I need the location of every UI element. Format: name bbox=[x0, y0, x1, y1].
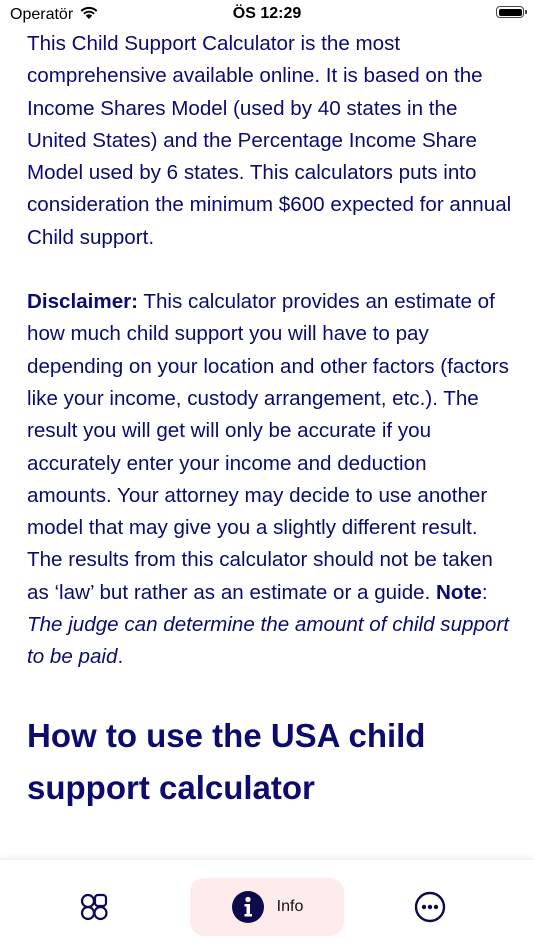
disclaimer-label: Disclaimer: bbox=[27, 290, 139, 314]
note-text: The judge can determine the amount of child support to be paid bbox=[27, 613, 509, 669]
tab-more[interactable] bbox=[400, 878, 460, 936]
tab-bar bbox=[0, 859, 534, 950]
carrier-label: Operatör bbox=[10, 6, 74, 23]
status-bar bbox=[0, 0, 534, 30]
status-time: ÖS 12:29 bbox=[232, 5, 302, 22]
note-end: . bbox=[117, 645, 124, 669]
disclaimer-paragraph bbox=[27, 286, 515, 674]
tab-info-label: Info bbox=[276, 898, 304, 915]
disclaimer-text: This calculator provides an estimate of how much child support you will have to pay depending on your location and other factors (factors like your income, custody arrangement, etc.). The result you will get will only be accurate if you accurately enter your income and deduction amounts. Your attorney may decide to use another model that may give you a slightly different result. The results from this calculator should not be taken as ‘law’ but rather as an estimate or a guide. bbox=[27, 290, 509, 604]
status-right bbox=[496, 6, 524, 18]
tab-home[interactable] bbox=[64, 878, 124, 936]
note-label: Note bbox=[436, 580, 482, 604]
section-heading: How to use the USA child support calculator bbox=[27, 716, 426, 806]
grid-icon bbox=[79, 892, 109, 922]
intro-paragraph: This Child Support Calculator is the most comprehensive available online. It is based on the Income Shares Model (used by 40 states in the United States) and the Percentage Income Share Model used by 6 states. This calculators puts into consideration the minimum $600 expected for annual Child support. bbox=[27, 32, 512, 249]
note-colon: : bbox=[481, 580, 488, 604]
tab-info[interactable] bbox=[190, 878, 344, 936]
article-content bbox=[27, 28, 515, 814]
battery-icon bbox=[496, 6, 524, 18]
info-icon bbox=[231, 890, 265, 924]
more-icon bbox=[414, 891, 446, 923]
